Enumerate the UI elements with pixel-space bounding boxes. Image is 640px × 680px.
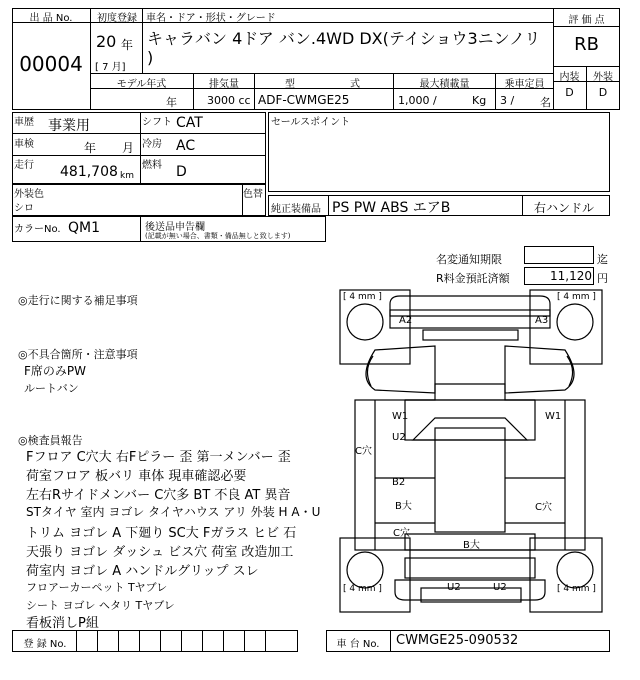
displacement: 3000 cc — [207, 94, 251, 107]
aftermarket-note: (記載が無い場合、書類・備品無しと致します) — [145, 232, 291, 240]
history: 事業用 — [48, 118, 90, 134]
inspector-line: 看板消しP組 — [26, 616, 99, 631]
model-year-label: モデル年式 — [116, 79, 167, 90]
inspector-line: フロアーカーペット Tヤブレ — [26, 581, 168, 594]
interior-score: D — [565, 86, 574, 99]
chassis-number: CWMGE25-090532 — [396, 633, 519, 648]
exterior-score: D — [598, 86, 608, 99]
interior-label: 内装 — [559, 72, 580, 83]
tire-label: [ 4 mm ] — [343, 584, 382, 594]
max-load-label: 最大積載量 — [419, 79, 470, 90]
model-year-unit: 年 — [166, 96, 177, 109]
exterior-color-label: 外装色 — [14, 189, 44, 200]
tire-value: 4 — [349, 292, 356, 302]
damage-mark: C穴 — [535, 502, 552, 513]
max-load-unit: Kg — [472, 94, 487, 107]
damage-mark: B大 — [395, 501, 412, 512]
year-unit: 年 — [121, 38, 134, 52]
color-change-label: 色替 — [243, 189, 263, 200]
exterior-label: 外装 — [593, 72, 613, 83]
car-name-cont: ) — [147, 48, 154, 67]
damage-mark: A3 — [535, 315, 549, 326]
mileage-unit: km — [120, 171, 134, 181]
sales-point-label: セールスポイント — [271, 117, 351, 128]
defect-line: F席のみPW — [24, 364, 87, 378]
displacement-label: 排気量 — [209, 79, 239, 90]
tire — [557, 552, 593, 588]
equipment-label: 純正装備品 — [271, 204, 321, 215]
driving-title: ◎走行に関する補足事項 — [18, 294, 138, 307]
shift-label: シフト — [142, 117, 172, 128]
defects-title: ◎不具合箇所・注意事項 — [18, 348, 138, 361]
mileage: 481,708 — [60, 164, 118, 180]
capacity-unit: 名 — [540, 96, 551, 109]
damage-mark: A2 — [399, 315, 413, 326]
lot-number: 00004 — [19, 52, 83, 76]
max-load: 1,000 / — [398, 94, 437, 107]
name-change-box — [524, 246, 594, 264]
mileage-label: 走行 — [14, 160, 34, 171]
damage-mark: W1 — [392, 411, 409, 422]
type-label-2: 式 — [350, 79, 360, 90]
damage-mark: B2 — [392, 477, 406, 488]
inspection-label: 車検 — [14, 139, 34, 150]
eval-label: 評 価 点 — [568, 15, 605, 26]
inspector-title: ◎検査員報告 — [18, 434, 83, 447]
ac: AC — [176, 138, 196, 154]
capacity-label: 乗車定員 — [504, 79, 545, 90]
capacity: 3 / — [500, 94, 515, 107]
inspector-line: 左右Rサイドメンバー C穴多 BT 不良 AT 異音 — [26, 488, 291, 503]
inspector-line: トリム ヨゴレ A 下廻り SC大 Fガラス ヒビ 石 — [26, 526, 297, 541]
first-reg-label: 初度登録 — [97, 13, 137, 24]
damage-mark: U2 — [447, 582, 461, 593]
damage-mark: U2 — [493, 582, 507, 593]
fuel: D — [176, 164, 187, 180]
inspector-line: シート ヨゴレ ヘタリ Tヤブレ — [26, 599, 175, 612]
name-change-suffix: 迄 — [597, 253, 608, 266]
inspector-line: STタイヤ 室内 ヨゴレ タイヤハウス アリ 外装 H A・U — [26, 505, 321, 519]
inspection-year: 年 — [84, 141, 97, 155]
tire-frame — [530, 538, 602, 612]
eval-score: RB — [574, 34, 599, 55]
tire — [557, 304, 593, 340]
reg-no-label: 登 録 No. — [23, 639, 67, 650]
ac-label: 冷房 — [142, 139, 162, 150]
inspector-line: 天張り ヨゴレ ダッシュ ビス穴 荷室 改造加工 — [26, 545, 294, 560]
history-label: 車歴 — [14, 117, 34, 128]
inspector-line: Fフロア C穴大 右Fピラー 歪 第一メンバー 歪 — [26, 450, 291, 465]
damage-mark: C穴 — [355, 446, 372, 457]
shift: CAT — [176, 115, 203, 131]
inspection-month: 月 — [122, 141, 135, 155]
lot-label: 出 品 No. — [29, 13, 73, 24]
damage-mark: U2 — [392, 432, 406, 443]
color-no: QM1 — [68, 220, 101, 236]
car-name: キャラバン 4ドア バン.4WD DX(テイショウ3ニンノリ — [147, 29, 541, 48]
inspector-line: 荷室フロア 板バリ 車体 現車確認必要 — [26, 469, 247, 484]
tire — [347, 552, 383, 588]
color-no-label: カラーNo. — [14, 224, 61, 235]
damage-mark: W1 — [545, 411, 562, 422]
equipment: PS PW ABS エアB — [332, 200, 451, 216]
type-label: 型 — [285, 79, 295, 90]
damage-mark: B大 — [463, 540, 480, 551]
first-reg-month: [ 7 月] — [95, 62, 126, 73]
type-value: ADF-CWMGE25 — [258, 93, 350, 107]
fuel-label: 燃料 — [142, 160, 162, 171]
color-frame — [12, 184, 266, 216]
damage-mark: C穴 — [393, 528, 410, 539]
name-change-label: 名変通知期限 — [436, 253, 502, 266]
tire-label: [ 4 mm ] — [557, 584, 596, 594]
tire — [347, 304, 383, 340]
tire-label: [ 4 mm ] — [343, 292, 382, 302]
recycle-amount: 11,120 — [550, 269, 592, 283]
damage-diagram — [335, 288, 610, 624]
tire-label: [ 4 mm ] — [557, 292, 596, 302]
aftermarket-label: 後送品申告欄 — [145, 222, 205, 233]
steering: 右ハンドル — [534, 201, 595, 215]
recycle-unit: 円 — [597, 272, 608, 285]
first-reg-year: 20 — [96, 32, 117, 51]
car-name-label: 車名・ドア・形状・グレード — [146, 13, 276, 24]
defect-line: ルートバン — [24, 382, 79, 395]
inspector-line: 荷室内 ヨゴレ A ハンドルグリップ スレ — [26, 564, 259, 579]
exterior-color: シロ — [14, 203, 34, 214]
recycle-label: R料金預託済額 — [436, 272, 510, 285]
chassis-label: 車 台 No. — [336, 639, 380, 650]
